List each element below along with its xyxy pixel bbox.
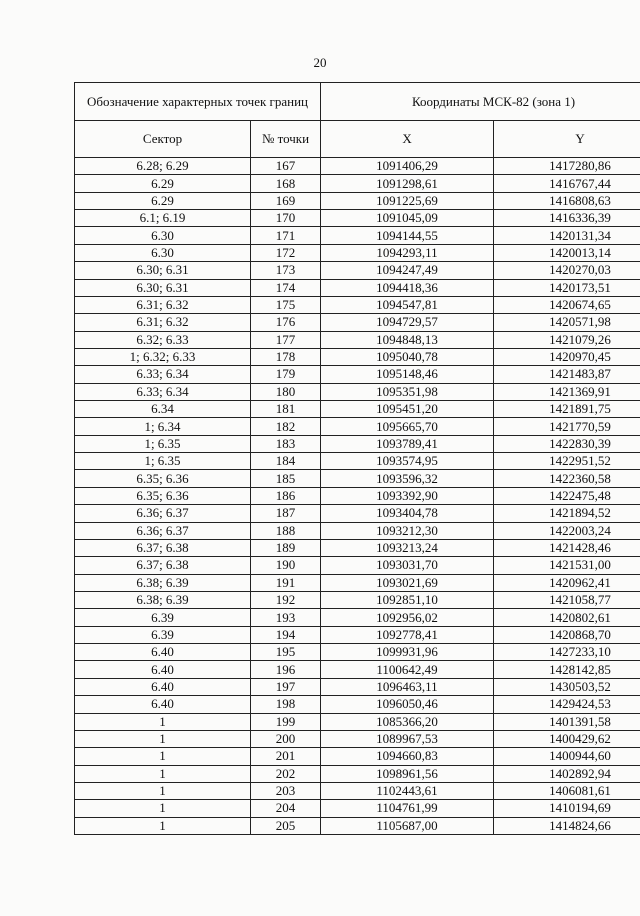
- cell-sector: 6.31; 6.32: [75, 296, 251, 313]
- header-point-no: № точки: [251, 121, 321, 158]
- cell-sector: 1: [75, 800, 251, 817]
- cell-point-no: 175: [251, 296, 321, 313]
- cell-point-no: 169: [251, 192, 321, 209]
- coordinates-table: [74, 82, 640, 835]
- table-row: [75, 800, 640, 817]
- cell-sector: 6.30; 6.31: [75, 279, 251, 296]
- cell-x: 1089967,53: [321, 730, 494, 747]
- cell-x: 1095351,98: [321, 383, 494, 400]
- cell-y: 1421369,91: [494, 383, 640, 400]
- cell-point-no: 180: [251, 383, 321, 400]
- cell-sector: 6.32; 6.33: [75, 331, 251, 348]
- cell-y: 1428142,85: [494, 661, 640, 678]
- cell-point-no: 198: [251, 696, 321, 713]
- table-row: [75, 644, 640, 661]
- cell-y: 1410194,69: [494, 800, 640, 817]
- table-row: [75, 175, 640, 192]
- table-row: [75, 435, 640, 452]
- cell-x: 1105687,00: [321, 817, 494, 834]
- cell-point-no: 176: [251, 314, 321, 331]
- cell-y: 1416808,63: [494, 192, 640, 209]
- cell-sector: 6.37; 6.38: [75, 557, 251, 574]
- table-row: [75, 505, 640, 522]
- cell-point-no: 190: [251, 557, 321, 574]
- cell-point-no: 187: [251, 505, 321, 522]
- cell-point-no: 168: [251, 175, 321, 192]
- table-row: [75, 418, 640, 435]
- cell-x: 1093789,41: [321, 435, 494, 452]
- cell-y: 1422475,48: [494, 487, 640, 504]
- cell-x: 1095451,20: [321, 401, 494, 418]
- cell-sector: 6.36; 6.37: [75, 505, 251, 522]
- cell-point-no: 203: [251, 782, 321, 799]
- cell-x: 1100642,49: [321, 661, 494, 678]
- table-row: [75, 678, 640, 695]
- cell-x: 1094418,36: [321, 279, 494, 296]
- cell-y: 1420962,41: [494, 574, 640, 591]
- cell-y: 1421428,46: [494, 539, 640, 556]
- table-row: [75, 470, 640, 487]
- cell-point-no: 201: [251, 748, 321, 765]
- table-row: [75, 383, 640, 400]
- cell-y: 1414824,66: [494, 817, 640, 834]
- cell-x: 1096463,11: [321, 678, 494, 695]
- cell-point-no: 188: [251, 522, 321, 539]
- cell-sector: 6.30; 6.31: [75, 262, 251, 279]
- cell-x: 1094247,49: [321, 262, 494, 279]
- header-sector: Сектор: [75, 121, 251, 158]
- table-row: [75, 296, 640, 313]
- header-y: Y: [494, 121, 640, 158]
- cell-y: 1420802,61: [494, 609, 640, 626]
- cell-point-no: 171: [251, 227, 321, 244]
- header-coordinates: Координаты МСК-82 (зона 1): [321, 83, 640, 121]
- cell-y: 1420970,45: [494, 348, 640, 365]
- cell-sector: 6.30: [75, 227, 251, 244]
- cell-point-no: 174: [251, 279, 321, 296]
- cell-sector: 1; 6.35: [75, 453, 251, 470]
- cell-x: 1093212,30: [321, 522, 494, 539]
- cell-y: 1420571,98: [494, 314, 640, 331]
- table-row: [75, 262, 640, 279]
- table-row: [75, 244, 640, 261]
- cell-sector: 1: [75, 730, 251, 747]
- cell-y: 1421770,59: [494, 418, 640, 435]
- cell-point-no: 194: [251, 626, 321, 643]
- cell-sector: 6.33; 6.34: [75, 366, 251, 383]
- cell-y: 1422951,52: [494, 453, 640, 470]
- cell-y: 1421483,87: [494, 366, 640, 383]
- table-row: [75, 591, 640, 608]
- cell-y: 1420674,65: [494, 296, 640, 313]
- table-row: [75, 626, 640, 643]
- cell-sector: 6.40: [75, 644, 251, 661]
- cell-sector: 6.33; 6.34: [75, 383, 251, 400]
- cell-y: 1430503,52: [494, 678, 640, 695]
- cell-x: 1104761,99: [321, 800, 494, 817]
- cell-y: 1400944,60: [494, 748, 640, 765]
- cell-point-no: 179: [251, 366, 321, 383]
- table-row: [75, 574, 640, 591]
- cell-point-no: 185: [251, 470, 321, 487]
- page-number: 20: [313, 55, 327, 70]
- cell-y: 1420173,51: [494, 279, 640, 296]
- cell-sector: 6.31; 6.32: [75, 314, 251, 331]
- cell-point-no: 172: [251, 244, 321, 261]
- cell-x: 1094547,81: [321, 296, 494, 313]
- cell-sector: 6.34: [75, 401, 251, 418]
- cell-x: 1093596,32: [321, 470, 494, 487]
- table-row: [75, 210, 640, 227]
- table-row: [75, 522, 640, 539]
- cell-sector: 1; 6.34: [75, 418, 251, 435]
- cell-x: 1102443,61: [321, 782, 494, 799]
- table-row: [75, 366, 640, 383]
- cell-point-no: 182: [251, 418, 321, 435]
- cell-x: 1093021,69: [321, 574, 494, 591]
- cell-x: 1096050,46: [321, 696, 494, 713]
- cell-x: 1098961,56: [321, 765, 494, 782]
- cell-sector: 1: [75, 713, 251, 730]
- cell-y: 1429424,53: [494, 696, 640, 713]
- cell-y: 1401391,58: [494, 713, 640, 730]
- table-row: [75, 661, 640, 678]
- cell-point-no: 178: [251, 348, 321, 365]
- cell-x: 1095040,78: [321, 348, 494, 365]
- header-x: X: [321, 121, 494, 158]
- cell-y: 1421079,26: [494, 331, 640, 348]
- cell-point-no: 167: [251, 158, 321, 175]
- cell-sector: 1: [75, 765, 251, 782]
- cell-x: 1091045,09: [321, 210, 494, 227]
- table-body: [75, 158, 640, 835]
- cell-y: 1420270,03: [494, 262, 640, 279]
- cell-sector: 1; 6.32; 6.33: [75, 348, 251, 365]
- cell-x: 1093404,78: [321, 505, 494, 522]
- cell-point-no: 170: [251, 210, 321, 227]
- cell-y: 1420131,34: [494, 227, 640, 244]
- cell-y: 1416767,44: [494, 175, 640, 192]
- table-row: [75, 331, 640, 348]
- cell-point-no: 196: [251, 661, 321, 678]
- cell-sector: 1; 6.35: [75, 435, 251, 452]
- cell-sector: 6.38; 6.39: [75, 591, 251, 608]
- table-row: [75, 557, 640, 574]
- cell-sector: 6.35; 6.36: [75, 470, 251, 487]
- cell-point-no: 205: [251, 817, 321, 834]
- cell-point-no: 191: [251, 574, 321, 591]
- cell-point-no: 199: [251, 713, 321, 730]
- cell-y: 1421894,52: [494, 505, 640, 522]
- cell-point-no: 184: [251, 453, 321, 470]
- table-row: [75, 748, 640, 765]
- cell-sector: 6.29: [75, 175, 251, 192]
- cell-y: 1416336,39: [494, 210, 640, 227]
- table-row: [75, 158, 640, 175]
- header-designation: Обозначение характерных точек границ: [75, 83, 321, 121]
- cell-x: 1092778,41: [321, 626, 494, 643]
- cell-y: 1422360,58: [494, 470, 640, 487]
- cell-point-no: 192: [251, 591, 321, 608]
- cell-y: 1406081,61: [494, 782, 640, 799]
- table-row: [75, 782, 640, 799]
- cell-sector: 6.1; 6.19: [75, 210, 251, 227]
- cell-x: 1091298,61: [321, 175, 494, 192]
- cell-y: 1420013,14: [494, 244, 640, 261]
- cell-point-no: 177: [251, 331, 321, 348]
- cell-point-no: 193: [251, 609, 321, 626]
- cell-y: 1400429,62: [494, 730, 640, 747]
- table-row: [75, 817, 640, 834]
- cell-sector: 6.40: [75, 696, 251, 713]
- table-row: [75, 713, 640, 730]
- cell-sector: 6.30: [75, 244, 251, 261]
- table-row: [75, 314, 640, 331]
- cell-x: 1094144,55: [321, 227, 494, 244]
- cell-y: 1421058,77: [494, 591, 640, 608]
- cell-x: 1094729,57: [321, 314, 494, 331]
- table-row: [75, 227, 640, 244]
- table-row: [75, 192, 640, 209]
- cell-point-no: 183: [251, 435, 321, 452]
- table-row: [75, 401, 640, 418]
- cell-y: 1422003,24: [494, 522, 640, 539]
- cell-sector: 6.28; 6.29: [75, 158, 251, 175]
- cell-y: 1421891,75: [494, 401, 640, 418]
- cell-x: 1091225,69: [321, 192, 494, 209]
- cell-point-no: 189: [251, 539, 321, 556]
- cell-point-no: 195: [251, 644, 321, 661]
- table-row: [75, 453, 640, 470]
- cell-x: 1094293,11: [321, 244, 494, 261]
- cell-y: 1417280,86: [494, 158, 640, 175]
- table-row: [75, 765, 640, 782]
- cell-x: 1095148,46: [321, 366, 494, 383]
- cell-x: 1093574,95: [321, 453, 494, 470]
- cell-x: 1092956,02: [321, 609, 494, 626]
- cell-x: 1091406,29: [321, 158, 494, 175]
- table-row: [75, 279, 640, 296]
- cell-y: 1421531,00: [494, 557, 640, 574]
- cell-y: 1420868,70: [494, 626, 640, 643]
- cell-x: 1094848,13: [321, 331, 494, 348]
- cell-x: 1099931,96: [321, 644, 494, 661]
- cell-y: 1427233,10: [494, 644, 640, 661]
- cell-sector: 6.37; 6.38: [75, 539, 251, 556]
- cell-point-no: 200: [251, 730, 321, 747]
- cell-sector: 6.36; 6.37: [75, 522, 251, 539]
- cell-point-no: 202: [251, 765, 321, 782]
- cell-point-no: 197: [251, 678, 321, 695]
- cell-x: 1093392,90: [321, 487, 494, 504]
- cell-sector: 6.29: [75, 192, 251, 209]
- cell-sector: 6.40: [75, 661, 251, 678]
- table-row: [75, 487, 640, 504]
- cell-x: 1092851,10: [321, 591, 494, 608]
- cell-sector: 6.39: [75, 626, 251, 643]
- cell-y: 1402892,94: [494, 765, 640, 782]
- cell-sector: 1: [75, 782, 251, 799]
- cell-x: 1085366,20: [321, 713, 494, 730]
- cell-sector: 1: [75, 817, 251, 834]
- cell-x: 1093031,70: [321, 557, 494, 574]
- cell-sector: 6.38; 6.39: [75, 574, 251, 591]
- cell-sector: 1: [75, 748, 251, 765]
- cell-point-no: 204: [251, 800, 321, 817]
- table-row: [75, 348, 640, 365]
- cell-x: 1095665,70: [321, 418, 494, 435]
- cell-x: 1094660,83: [321, 748, 494, 765]
- cell-sector: 6.39: [75, 609, 251, 626]
- table-row: [75, 539, 640, 556]
- table-row: [75, 696, 640, 713]
- cell-point-no: 181: [251, 401, 321, 418]
- table-row: [75, 609, 640, 626]
- cell-x: 1093213,24: [321, 539, 494, 556]
- cell-sector: 6.35; 6.36: [75, 487, 251, 504]
- table-row: [75, 730, 640, 747]
- cell-sector: 6.40: [75, 678, 251, 695]
- cell-point-no: 186: [251, 487, 321, 504]
- cell-point-no: 173: [251, 262, 321, 279]
- cell-y: 1422830,39: [494, 435, 640, 452]
